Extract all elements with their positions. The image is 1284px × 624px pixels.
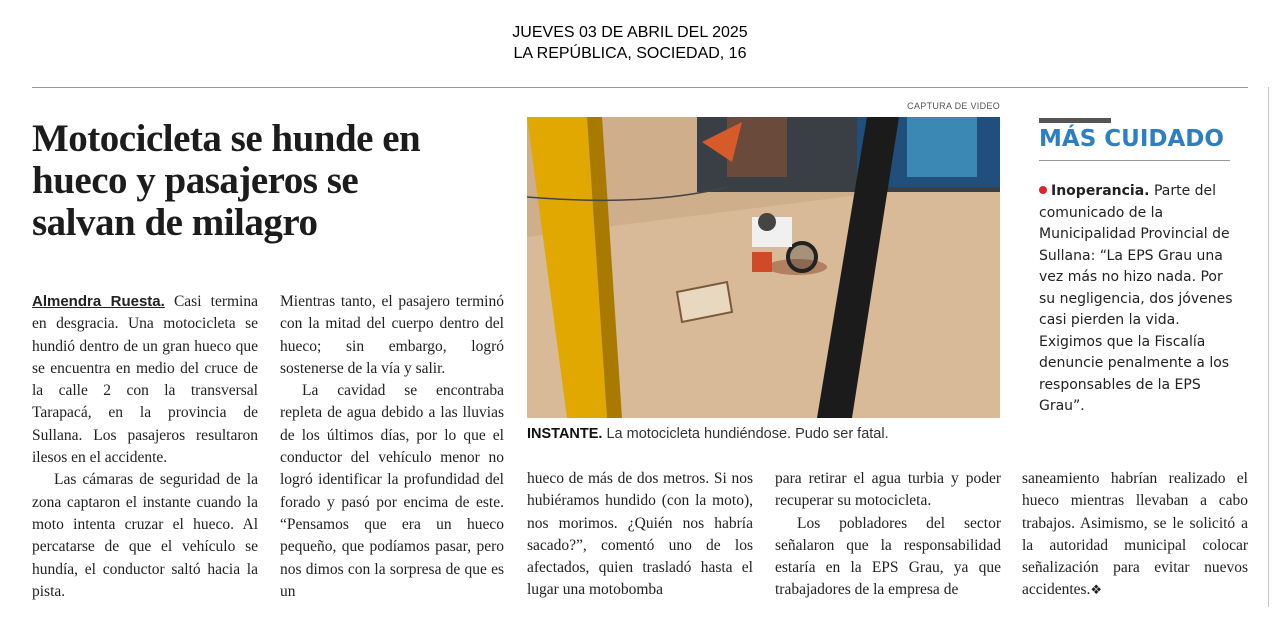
news-photo	[527, 117, 1000, 418]
article-column-1	[32, 291, 258, 603]
article-column-4	[775, 468, 1001, 602]
paragraph: Los pobladores del sector señalaron que la responsabilidad estaría en la EPS Grau, ya que trabajadores de la empresa de	[775, 514, 1001, 599]
paragraph	[32, 291, 258, 469]
paragraph: Mientras tanto, el pasajero terminó con la mitad del cuerpo dentro del hueco; sin embargo, logró sostenerse de la vía y salir.	[280, 293, 504, 377]
article-column-5	[1022, 468, 1248, 602]
headline: Motocicleta se hunde en hueco y pasajeros se salvan de milagro	[32, 117, 421, 244]
paragraph	[1022, 468, 1248, 602]
edition-source: LA REPÚBLICA, SOCIEDAD, 16	[513, 45, 747, 62]
paragraph-text: Casi termina en desgracia. Una motocicleta se hundió dentro de un gran hueco que se encuentra en medio del cruce de la calle 2 con la transversal Tarapacá, en la provincia de Sullana. Los pasajeros resultaron ilesos en el accidente.	[32, 293, 258, 467]
top-rule	[32, 87, 1248, 88]
sidebar-body	[1039, 181, 1239, 418]
sidebar-text: Parte del comunicado de la Municipalidad Provincial de Sullana: “La EPS Grau una vez más no hizo nada. Por su negligencia, dos jóvenes casi pierden la vida. Exigimos que la Fiscalía denuncie penalmente a los responsables de la EPS Grau”.	[1039, 183, 1233, 414]
article-column-3	[527, 468, 753, 602]
sidebar-lead: Inoperancia.	[1051, 183, 1150, 199]
paragraph: para retirar el agua turbia y poder recuperar su motocicleta.	[775, 470, 1001, 510]
paragraph-text: saneamiento habrían realizado el hueco mientras llevaban a cabo trabajos. Asimismo, se le solicitó a la autoridad municipal colocar señalización para evitar nuevos accidentes.	[1022, 470, 1248, 599]
article-column-2	[280, 291, 504, 603]
paragraph: hueco de más de dos metros. Si nos hubiéramos hundido (con la moto), nos morimos. ¿Quién nos habría sacado?”, comentó uno de los afectados, quien trasladó hasta el lugar una motobomba	[527, 470, 753, 599]
sidebar-accent-bar	[1039, 118, 1111, 123]
end-mark-icon: ❖	[1090, 582, 1103, 598]
edition-date: JUEVES 03 DE ABRIL DEL 2025	[512, 24, 748, 41]
paragraph: La cavidad se encontraba repleta de agua debido a las lluvias de los últimos días, por lo que el conductor del vehículo menor no logró identificar la profundidad del forado y pasó por encima de este. “Pensamos que era un hueco pequeño, que podíamos pasar, pero nos dimos con la sorpresa de que es un	[280, 382, 504, 600]
sidebar-title: MÁS CUIDADO	[1039, 126, 1224, 152]
paragraph: Las cámaras de seguridad de la zona captaron el instante cuando la moto intenta cruzar el hueco. Al percatarse de que el vehículo se hundía, el conductor saltó hacia la pista.	[32, 471, 258, 600]
photo-illustration	[527, 117, 1000, 418]
bullet-icon	[1039, 186, 1047, 194]
caption-text: La motocicleta hundiéndose. Pudo ser fatal.	[606, 426, 889, 442]
photo-caption	[527, 426, 1007, 442]
page-edge	[1268, 87, 1269, 607]
photo-credit: CAPTURA DE VIDEO	[907, 101, 1000, 111]
caption-lead: INSTANTE.	[527, 426, 603, 442]
sidebar-rule	[1039, 160, 1230, 161]
byline: Almendra Ruesta.	[32, 293, 165, 310]
